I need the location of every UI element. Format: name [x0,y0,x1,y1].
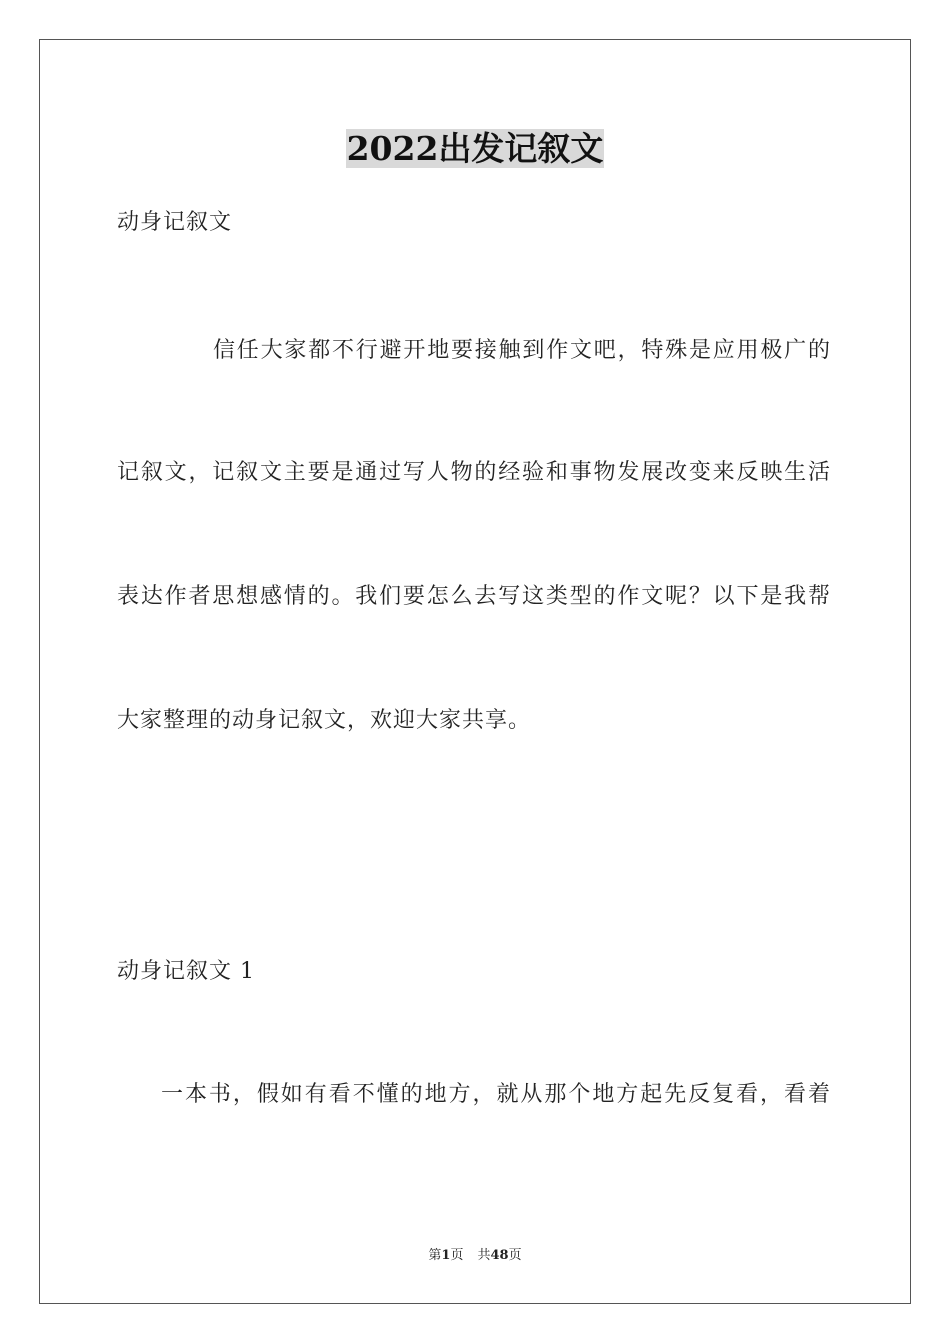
document-title [0,128,950,170]
intro-line-3: 表达作者思想感情的。我们要怎么去写这类型的作文呢？以下是我帮 [117,584,831,609]
footer-page-number: 1 [441,1248,451,1263]
intro-line-4: 大家整理的动身记叙文，欢迎大家共享。 [117,708,532,733]
document-subtitle: 动身记叙文 [117,210,233,235]
footer-total-suffix: 页 [508,1248,522,1263]
section-heading: 动身记叙文 1 [117,959,255,984]
footer-total-prefix: 共 [477,1248,491,1263]
footer-page-suffix: 页 [450,1248,464,1263]
intro-line-1: 信任大家都不行避开地要接触到作文吧，特殊是应用极广的 [213,338,831,363]
footer-total-pages: 48 [490,1248,509,1263]
document-title-text: 2022出发记叙文 [346,129,604,168]
intro-line-2: 记叙文，记叙文主要是通过写人物的经验和事物发展改变来反映生活 [117,460,831,485]
section-first-line: 一本书，假如有看不懂的地方，就从那个地方起先反复看，看着 [161,1082,831,1107]
footer-page-prefix: 第 [428,1248,442,1263]
page-footer [0,1247,950,1265]
